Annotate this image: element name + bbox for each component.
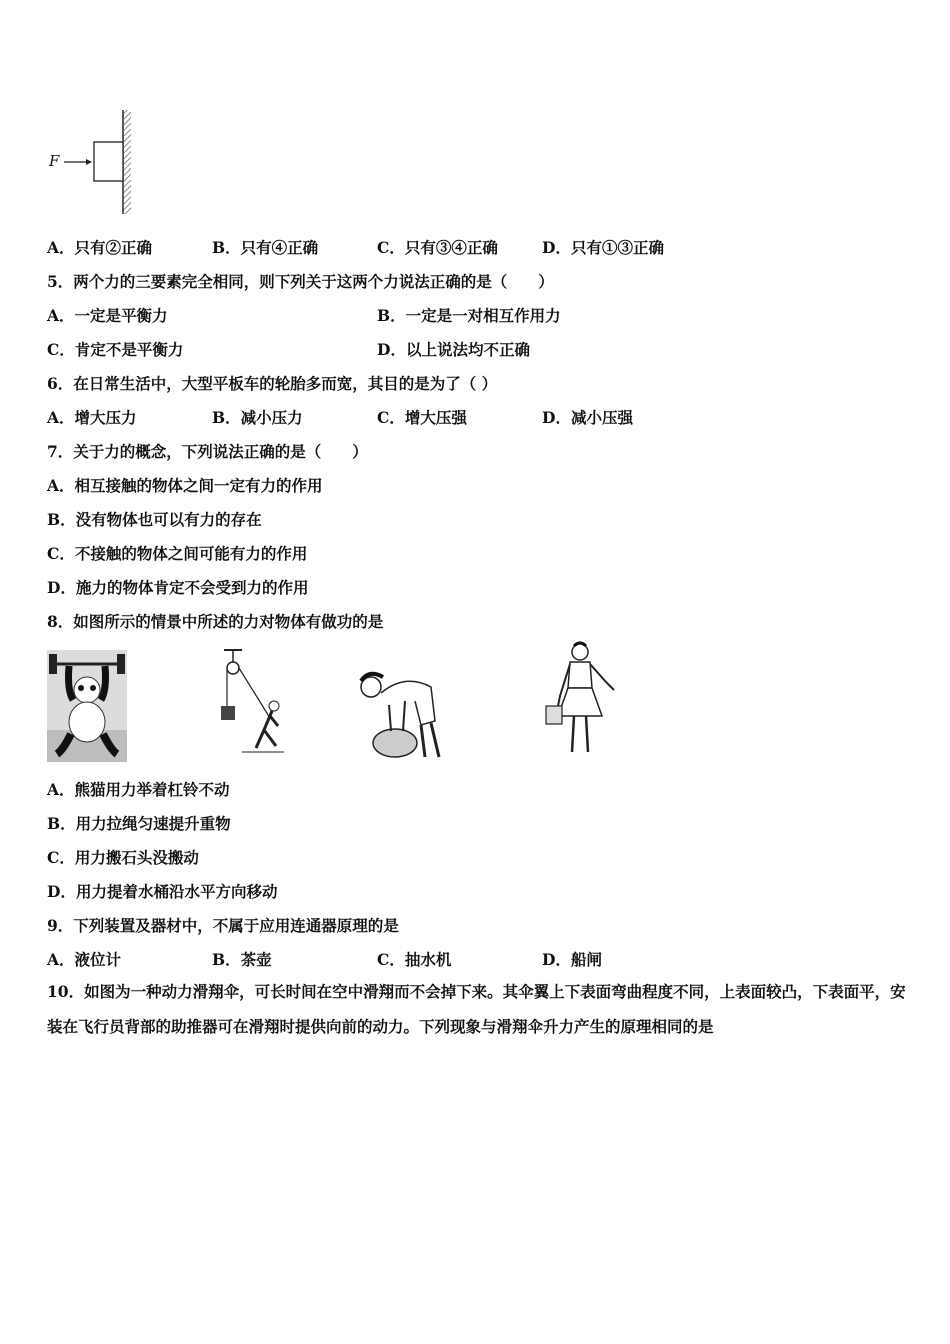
q7-option-b: B．没有物体也可以有力的存在 [47, 510, 262, 529]
q6-option-d: D．减小压强 [542, 408, 633, 427]
q5-option-b: B．一定是一对相互作用力 [377, 306, 561, 325]
q8-option-d: D．用力提着水桶沿水平方向移动 [47, 882, 278, 901]
q5-option-a: A．一定是平衡力 [47, 306, 168, 325]
q9-option-a: A．液位计 [47, 950, 122, 969]
q9-option-c: C．抽水机 [377, 950, 452, 969]
q7-stem: 7．关于力的概念，下列说法正确的是（ ） [47, 442, 368, 461]
q5-option-c: C．肯定不是平衡力 [47, 340, 184, 359]
pulley-lift-picture [212, 648, 292, 760]
q7-option-a: A．相互接触的物体之间一定有力的作用 [47, 476, 323, 495]
q6-option-b: B．减小压力 [212, 408, 303, 427]
force-label: F [49, 152, 60, 170]
q4-option-a: A．只有②正确 [47, 238, 153, 257]
panda-barbell-picture [47, 650, 127, 762]
q9-option-d: D．船闸 [542, 950, 602, 969]
lift-rock-picture [355, 665, 447, 763]
force-wall-figure [44, 108, 144, 216]
q4-option-b: B．只有④正确 [212, 238, 319, 257]
q6-option-a: A．增大压力 [47, 408, 137, 427]
q8-option-b: B．用力拉绳匀速提升重物 [47, 814, 231, 833]
q7-option-d: D．施力的物体肯定不会受到力的作用 [47, 578, 309, 597]
q4-option-c: C．只有③④正确 [377, 238, 498, 257]
q5-stem: 5．两个力的三要素完全相同，则下列关于这两个力说法正确的是（ ） [47, 272, 554, 291]
q6-option-c: C．增大压强 [377, 408, 467, 427]
q8-option-a: A．熊猫用力举着杠铃不动 [47, 780, 230, 799]
q10-stem: 10．如图为一种动力滑翔伞，可长时间在空中滑翔而不会掉下来。其伞翼上下表面弯曲程度不同，上表面较凸，下表面平，安装在飞行员背部的助推器可在滑翔时提供向前的动力。下列现象与滑翔伞升力产生的原理相同的是 [47, 982, 906, 1036]
q6-stem: 6．在日常生活中，大型平板车的轮胎多而宽，其目的是为了（ ） [47, 374, 498, 393]
q8-stem: 8．如图所示的情景中所述的力对物体有做功的是 [47, 612, 384, 631]
q5-option-d: D．以上说法均不正确 [377, 340, 530, 359]
carry-bucket-picture [540, 640, 620, 764]
q7-option-c: C．不接触的物体之间可能有力的作用 [47, 544, 308, 563]
q8-option-c: C．用力搬石头没搬动 [47, 848, 199, 867]
q9-stem: 9．下列装置及器材中，不属于应用连通器原理的是 [47, 916, 399, 935]
q9-option-b: B．茶壶 [212, 950, 272, 969]
q4-option-d: D．只有①③正确 [542, 238, 664, 257]
